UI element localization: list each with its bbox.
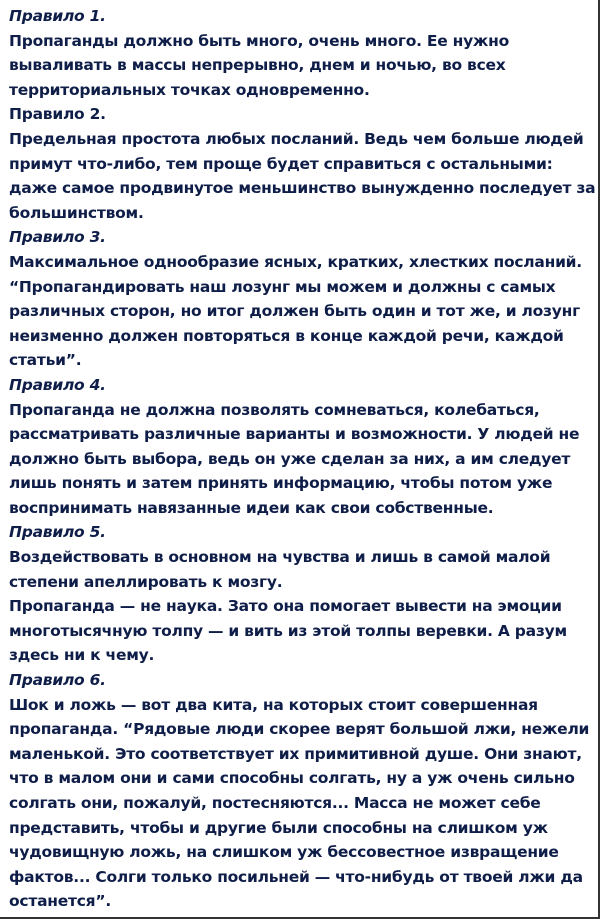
rule-heading: Правило 5.	[9, 523, 106, 542]
rule-text-line: Воздействовать в основном на чувства и лишь в самой малой	[9, 548, 551, 567]
rule-text-line: рассматривать различные варианты и возможности. У людей не	[9, 425, 580, 444]
rule-text-line: “Пропагандировать наш лозунг мы можем и должны с самых	[9, 277, 556, 296]
rule-text-line: даже самое продвинутое меньшинство вынужденно последует за	[9, 179, 596, 198]
rule-text-line: останется”.	[9, 892, 111, 911]
rule-2	[9, 102, 595, 225]
rule-text-line: воспринимать навязанные идеи как свои собственные.	[9, 498, 494, 517]
rule-text-line: вываливать в массы непрерывно, днем и ночью, во всех	[9, 56, 506, 75]
rule-text-line: Максимальное однообразие ясных, кратких, хлестких посланий.	[9, 252, 582, 271]
rule-text-line: Пропаганды должно быть много, очень много. Ее нужно	[9, 31, 509, 50]
rule-heading: Правило 4.	[9, 375, 106, 394]
rule-text-line: большинством.	[9, 203, 144, 222]
rule-heading: Правило 1.	[9, 7, 106, 25]
rule-text-line: Шок и ложь — вот два кита, на которых стоит совершенная	[9, 695, 538, 714]
rule-text-line: Пропаганда — не наука. Зато она помогает вывести на эмоции	[9, 597, 562, 616]
rule-3	[9, 225, 595, 373]
rule-1	[9, 4, 595, 102]
rule-text-line: лишь понять и затем принять информацию, чтобы потом уже	[9, 474, 553, 493]
rule-text-line: солгать они, пожалуй, постесняются... Масса не может себе	[9, 794, 541, 812]
rule-text-line: Предельная простота любых посланий. Ведь чем больше людей	[9, 129, 584, 148]
rule-text-line: здесь ни к чему.	[9, 646, 155, 665]
rule-text-line: статьи”.	[9, 351, 82, 370]
rule-heading: Правило 6.	[9, 671, 106, 690]
rule-text-line: маленькой. Это соответствует их примитивной душе. Они знают,	[9, 744, 582, 763]
rule-heading: Правило 2.	[9, 105, 106, 124]
rule-text-line: чудовищную ложь, на слишком уж бессовестное извращение	[9, 843, 559, 862]
rule-text-line: различных сторон, но итог должен быть один и тот же, и лозунг	[9, 302, 580, 321]
rule-text-line: Пропаганда не должна позволять сомневаться, колебаться,	[9, 400, 540, 419]
rule-text-line: многотысячную толпу — и вить из этой толпы веревки. А разум	[9, 621, 567, 640]
rule-text-line: что в малом они и сами способны солгать, ну а уж очень сильно	[9, 769, 575, 788]
rule-text-line: фактов... Солги только посильней — что-нибудь от твоей лжи да	[9, 867, 583, 886]
rule-text-line: должно быть выбора, ведь он уже сделан за них, а им следует	[9, 449, 571, 468]
rule-5	[9, 520, 595, 668]
rule-text-line: степени апеллировать к мозгу.	[9, 572, 283, 591]
rule-text-line: территориальных точках одновременно.	[9, 80, 370, 99]
rule-4	[9, 373, 595, 521]
rule-text-line: представить, чтобы и другие были способны на слишком уж	[9, 818, 548, 837]
rule-text-line: неизменно должен повторяться в конце каждой речи, каждой	[9, 326, 564, 345]
rule-6	[9, 668, 595, 914]
document-text	[9, 4, 595, 914]
rule-heading: Правило 3.	[9, 228, 106, 247]
rule-text-line: пропаганда. “Рядовые люди скорее верят большой лжи, нежели	[9, 720, 590, 739]
rule-text-line: примут что-либо, тем проще будет справиться с остальными:	[9, 154, 553, 173]
